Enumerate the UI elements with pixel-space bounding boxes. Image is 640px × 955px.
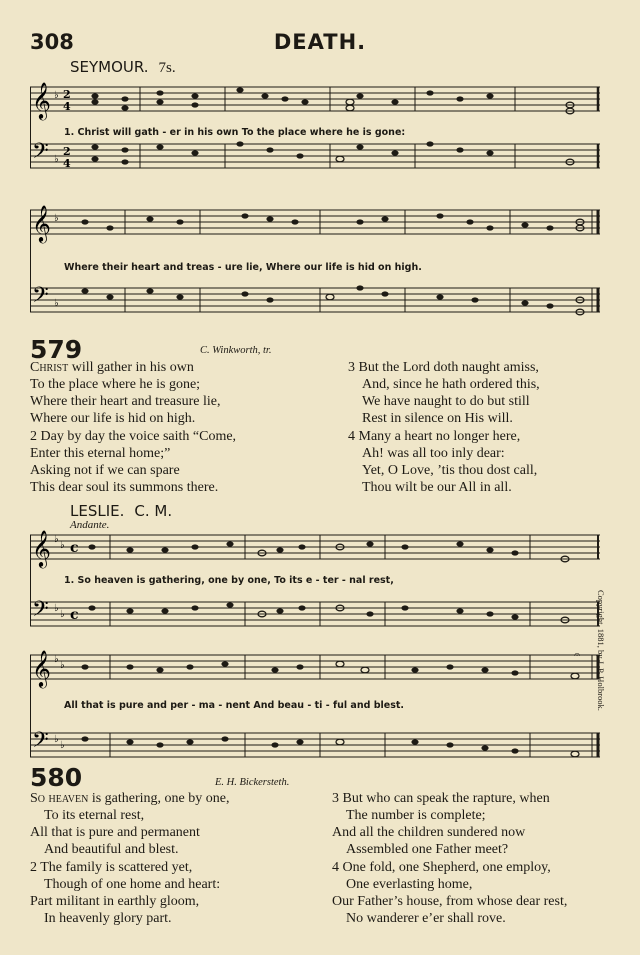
- verse-line: Ah! was all too inly dear:: [362, 446, 505, 461]
- verse-580-2: [30, 859, 220, 927]
- svg-text:c: c: [70, 607, 79, 623]
- svg-text:𝄢: 𝄢: [32, 283, 49, 313]
- hymn-number-579: 579: [30, 335, 83, 364]
- lyrics-seymour-line1: 1. Christ will gath - er in his own To the place where he is gone:: [64, 127, 406, 138]
- verse-line: 2 The family is scattered yet,: [30, 860, 193, 875]
- verse-line: is gathering, one by one,: [88, 791, 230, 806]
- verse-line: And beautiful and blest.: [44, 842, 179, 857]
- copyright-text: Copyright, 1881, by J. P. Holbrook.: [596, 590, 606, 711]
- verse-line: One everlasting home,: [346, 877, 473, 892]
- verse-line: All that is pure and permanent: [30, 825, 200, 840]
- verse-579-1: [30, 359, 220, 427]
- svg-text:4: 4: [63, 100, 71, 113]
- author-579: C. Winkworth, tr.: [200, 345, 272, 356]
- verse-580-4: [332, 859, 567, 927]
- tune-name: LESLIE.: [70, 502, 125, 520]
- svg-text:♭: ♭: [54, 213, 59, 224]
- tune-name: SEYMOUR.: [70, 58, 149, 76]
- svg-text:♭: ♭: [60, 609, 65, 620]
- verse-line: 3 But who can speak the rapture, when: [332, 791, 550, 806]
- svg-text:♭: ♭: [60, 740, 65, 751]
- verse-first-word: So heaven: [30, 791, 89, 806]
- verse-line: Where our life is hid on high.: [30, 411, 196, 426]
- tempo-marking: Andante.: [70, 519, 110, 531]
- verse-line: The number is complete;: [346, 808, 486, 823]
- tune-title-leslie: [70, 502, 172, 520]
- music-staff-svg: [30, 530, 600, 642]
- svg-text:♭: ♭: [54, 603, 59, 614]
- svg-text:♭: ♭: [54, 90, 59, 101]
- verse-line: Though of one home and heart:: [44, 877, 221, 892]
- verse-line: No wanderer e’er shall rove.: [346, 911, 506, 926]
- verse-line: We have naught to do but still: [362, 394, 530, 409]
- verse-first-word: Christ: [30, 360, 69, 375]
- verse-line: Enter this eternal home;”: [30, 446, 171, 461]
- music-system-leslie-1: [30, 530, 600, 642]
- page-number: 308: [30, 30, 74, 54]
- verse-580-3: [332, 790, 550, 858]
- tune-title-seymour: [70, 58, 176, 77]
- section-title: DEATH.: [273, 30, 367, 54]
- verse-line: 4 One fold, one Shepherd, one employ,: [332, 860, 551, 875]
- svg-text:♭: ♭: [54, 154, 59, 165]
- lyrics-leslie-line1: 1. So heaven is gathering, one by one, To its e - ter - nal rest,: [64, 575, 394, 586]
- svg-text:c: c: [70, 540, 79, 556]
- verse-579-3: [348, 359, 540, 427]
- svg-text:𝄞: 𝄞: [32, 82, 51, 119]
- svg-text:𝄞: 𝄞: [32, 204, 51, 242]
- svg-text:𝄞: 𝄞: [32, 530, 51, 567]
- svg-text:♭: ♭: [54, 534, 59, 545]
- svg-text:2: 2: [63, 145, 71, 158]
- verse-line: 4 Many a heart no longer here,: [348, 429, 521, 444]
- verse-579-4: [348, 428, 537, 496]
- svg-text:♭: ♭: [60, 660, 65, 671]
- tune-meter: C. M.: [134, 502, 173, 520]
- svg-text:𝄢: 𝄢: [32, 139, 49, 169]
- lyrics-leslie-line2: All that is pure and per - ma - nent And beau - ti - ful and blest.: [64, 700, 405, 711]
- verse-line: Assembled one Father meet?: [346, 842, 509, 857]
- svg-text:♭: ♭: [54, 654, 59, 665]
- verse-line: Asking not if we can spare: [30, 463, 180, 478]
- hymn-number-580: 580: [30, 763, 83, 792]
- tune-meter: 7s.: [158, 60, 176, 76]
- author-580: E. H. Bickersteth.: [215, 777, 290, 788]
- svg-text:𝄞: 𝄞: [32, 650, 51, 687]
- verse-line: Rest in silence on His will.: [362, 411, 513, 426]
- verse-line: 2 Day by day the voice saith “Come,: [30, 429, 237, 444]
- verse-line: Yet, O Love, ’tis thou dost call,: [362, 463, 538, 478]
- svg-text:𝄢: 𝄢: [32, 728, 49, 758]
- svg-text:𝄢: 𝄢: [32, 597, 49, 627]
- verse-line: 3 But the Lord doth naught amiss,: [348, 360, 539, 375]
- verse-line: This dear soul its summons there.: [30, 480, 219, 495]
- svg-text:♭: ♭: [54, 298, 59, 309]
- verse-line: To its eternal rest,: [44, 808, 145, 823]
- lyrics-seymour-line2: Where their heart and treas - ure lie, Where our life is hid on high.: [64, 262, 422, 273]
- verse-line: In heavenly glory part.: [44, 911, 172, 926]
- svg-text:𝄐: 𝄐: [574, 650, 581, 661]
- svg-text:♭: ♭: [60, 540, 65, 551]
- verse-line: will gather in his own: [68, 360, 194, 375]
- verse-line: Part militant in earthly gloom,: [30, 894, 200, 909]
- verse-line: Our Father’s house, from whose dear rest,: [332, 894, 568, 909]
- verse-579-2: [30, 428, 236, 496]
- verse-line: And all the children sundered now: [332, 825, 526, 840]
- verse-580-1: [30, 790, 229, 858]
- svg-text:4: 4: [63, 157, 71, 170]
- svg-text:2: 2: [63, 88, 71, 101]
- verse-line: Thou wilt be our All in all.: [362, 480, 512, 495]
- svg-text:♭: ♭: [54, 734, 59, 745]
- verse-line: Where their heart and treasure lie,: [30, 394, 221, 409]
- verse-line: To the place where he is gone;: [30, 377, 201, 392]
- verse-line: And, since he hath ordered this,: [362, 377, 540, 392]
- copyright-notice: [592, 590, 612, 720]
